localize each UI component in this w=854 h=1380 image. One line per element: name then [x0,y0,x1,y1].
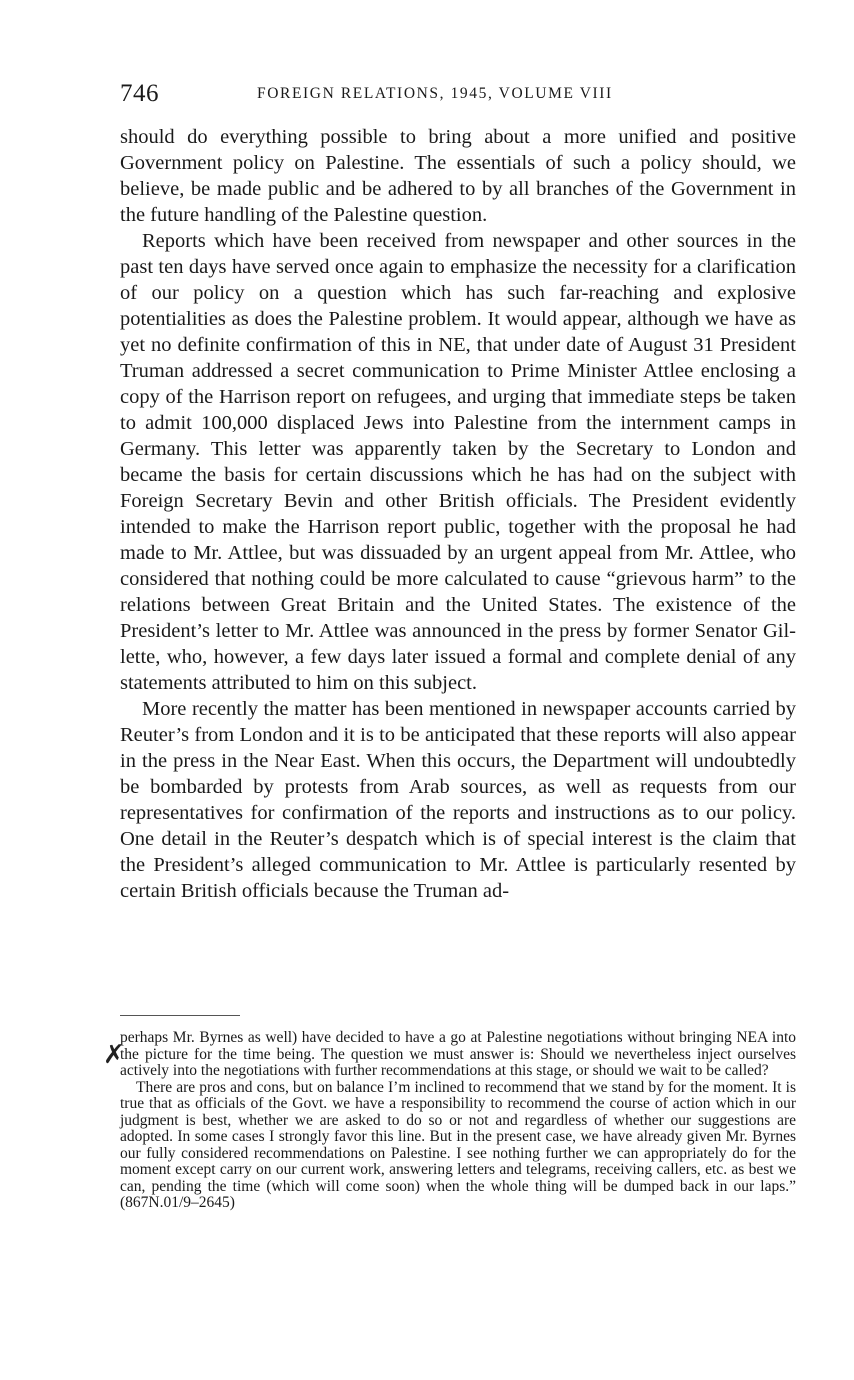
footnote-paragraph: There are pros and cons, but on balance I’m inclined to recommend that we stand by for the moment. It is true that as officials of the Govt. we have a responsibility to recommend the course of action which in our judgment is best, whether we are asked to do so or not and regardless of whether our suggestions are adopted. In some cases I strongly favor this line. But in the present case, we have already given Mr. Byrnes our fully considered recommendations on Palestine. I see nothing further we can appropriately do for the moment except carry on our current work, answering letters and telegrams, receiving callers, etc. as best we can, pending the time (which will come soon) when the whole thing will be dumped back in our laps.” (867N.01/9–2645) [120,1078,796,1211]
main-text [120,124,796,904]
footnote-paragraph: perhaps Mr. Byrnes as well) have decided to have a go at Palestine negotiations without bringing NEA into the picture for the time being. The question we must answer is: Should we nevertheless inject ourselves actively into the negotiations with further recommendations at this stage, or should we wait to be called? [120,1029,796,1079]
paragraph: More recently the matter has been mentioned in newspaper accounts carried by Reuter’s from London and it is to be anticipated that these reports will also appear in the press in the Near East. When this occurs, the Department will undoubtedly be bombarded by protests from Arab sources, as well as requests from our representatives for confirmation of the reports and instructions as to our policy. One detail in the Reuter’s despatch which is of special interest is the claim that the President’s alleged communication to Mr. Attlee is particularly resented by certain British officials because the Truman ad- [120,698,796,902]
handwritten-x-mark-icon: ✗ [103,1040,125,1070]
paragraph: Reports which have been received from newspaper and other sources in the past ten days have served once again to emphasize the necessity for a clarification of our policy on a question which has such far-reaching and explosive potentialities as does the Palestine problem. It would appear, although we have as yet no definite confirmation of this in NE, that under date of August 31 President Truman addressed a secret communication to Prime Minister Attlee enclosing a copy of the Harrison report on refugees, and urging that immediate steps be taken to admit 100,000 displaced Jews into Palestine from the internment camps in Germany. This letter was apparently taken by the Secretary to London and became the basis for certain discussions which he has had on the subject with Foreign Secretary Bevin and other British officials. The President evidently intended to make the Harrison report public, together with the proposal he had made to Mr. Attlee, but was dissuaded by an urgent appeal from Mr. Attlee, who considered that nothing could be more calculated to cause “grievous harm” to the relations between Great Britain and the United States. The existence of the President’s letter to Mr. Attlee was announced in the press by former Senator Gillette, who, however, a few days later issued a formal and complete denial of any statements attributed to him on this subject. [120,230,796,694]
footnote-rule [120,1015,240,1016]
running-head: FOREIGN RELATIONS, 1945, VOLUME VIII [257,85,613,102]
paragraph: should do everything possible to bring about a more unified and positive Government policy on Palestine. The essentials of such a policy should, we believe, be made public and be adhered to by all branches of the Government in the future handling of the Palestine question. [120,126,796,226]
footnote [120,1030,796,1212]
page-number: 746 [120,80,159,107]
page-header [120,80,800,110]
